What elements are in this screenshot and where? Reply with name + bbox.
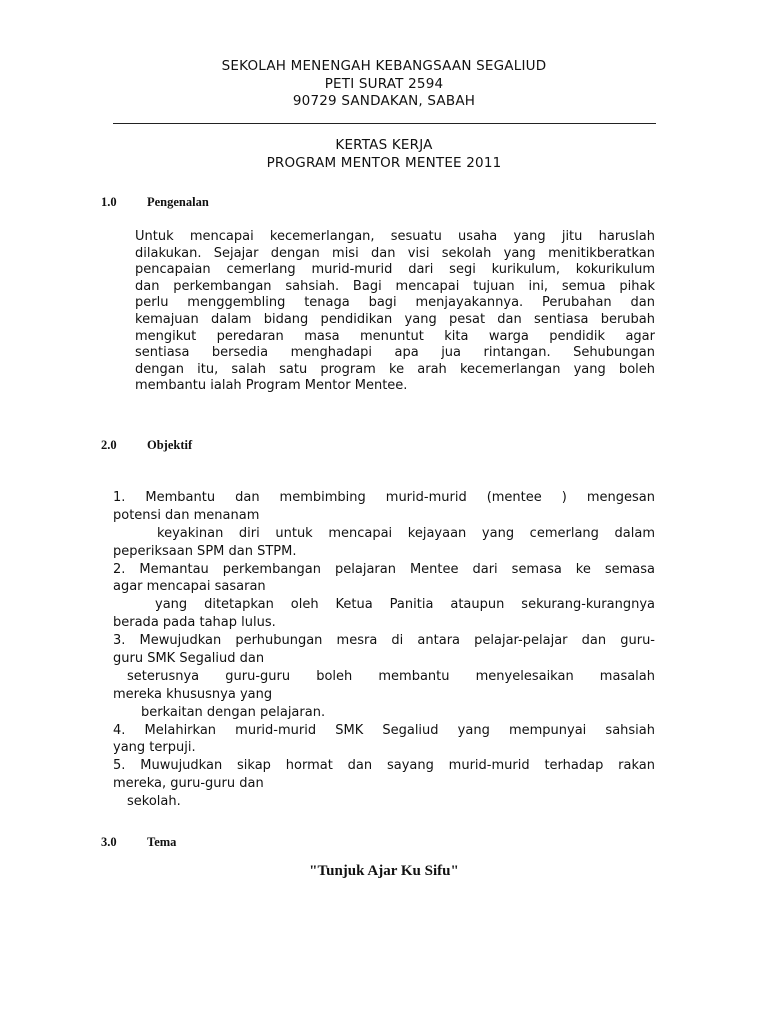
section-objective-title: Objektif [147,438,193,452]
header-divider [113,123,656,124]
intro-line: Untuk mencapai kecemerlangan, sesuatu usaha yang jitu haruslah [135,229,655,244]
po-box: PETI SURAT 2594 [324,76,444,92]
objective-line: berkaitan dengan pelajaran. [141,704,326,720]
objective-line: 3. Mewujudkan perhubungan mesra di antara pelajar-pelajar dan guru- [113,633,655,649]
objective-line: yang terpuji. [113,740,196,756]
intro-line: sentiasa bersedia menghadapi apa jua rintangan. Sehubungan [135,345,655,361]
section-objective-number: 2.0 [101,438,117,452]
objective-line: seterusnya guru-guru boleh membantu menyelesaikan masalah [127,668,655,684]
intro-line: kemajuan dalam bidang pendidikan yang pesat dan sentiasa berubah [135,311,655,327]
intro-line: dan perkembangan sahsiah. Bagi mencapai tujuan ini, semua pihak [135,278,655,294]
objective-line: mereka khususnya yang [113,686,273,702]
objective-line: sekolah. [127,794,181,810]
intro-line: membantu ialah Program Mentor Mentee. [135,378,408,394]
section-intro-title: Pengenalan [147,195,209,209]
objective-line: 5. Muwujudkan sikap hormat dan sayang murid-murid terhadap rakan [113,758,655,774]
objective-line: 1. Membantu dan membimbing murid-murid (mentee ) mengesan [113,490,655,505]
doc-title-line2: PROGRAM MENTOR MENTEE 2011 [266,155,502,171]
section-theme-title: Tema [147,835,177,849]
objective-line: potensi dan menanam [113,507,260,523]
section-theme-number: 3.0 [101,835,117,849]
intro-line: perlu menggembling tenaga bagi menjayakannya. Perubahan dan [135,295,655,311]
intro-line: mengikut peredaran masa menuntut kita warga pendidik agar [135,328,655,344]
objective-list [113,489,655,811]
objective-line: 2. Memantau perkembangan pelajaran Mentee dari semasa ke semasa [113,561,655,577]
intro-line: dilakukan. Sejajar dengan misi dan visi sekolah yang menitikberatkan [135,245,655,261]
theme-quote: "Tunjuk Ajar Ku Sifu" [309,863,459,879]
school-name: SEKOLAH MENENGAH KEBANGSAAN SEGALIUD [221,58,547,74]
intro-line: pencapaian cemerlang murid-murid dari segi kurikulum, kokurikulum [135,262,655,278]
objective-line: berada pada tahap lulus. [113,615,276,631]
objective-line: yang ditetapkan oleh Ketua Panitia ataupun sekurang-kurangnya [155,597,655,613]
intro-paragraph [135,229,655,395]
objective-line: agar mencapai sasaran [113,579,266,595]
school-address: 90729 SANDAKAN, SABAH [292,93,476,109]
objective-line: mereka, guru-guru dan [113,776,264,792]
doc-title-line1: KERTAS KERJA [335,137,433,153]
intro-line: dengan itu, salah satu program ke arah kecemerlangan yang boleh [135,361,655,377]
objective-line: peperiksaan SPM dan STPM. [113,543,297,559]
section-intro-number: 1.0 [101,195,117,209]
objective-line: guru SMK Segaliud dan [113,651,265,667]
objective-line: keyakinan diri untuk mencapai kejayaan yang cemerlang dalam [157,525,655,541]
objective-line: 4. Melahirkan murid-murid SMK Segaliud yang mempunyai sahsiah [113,722,655,738]
